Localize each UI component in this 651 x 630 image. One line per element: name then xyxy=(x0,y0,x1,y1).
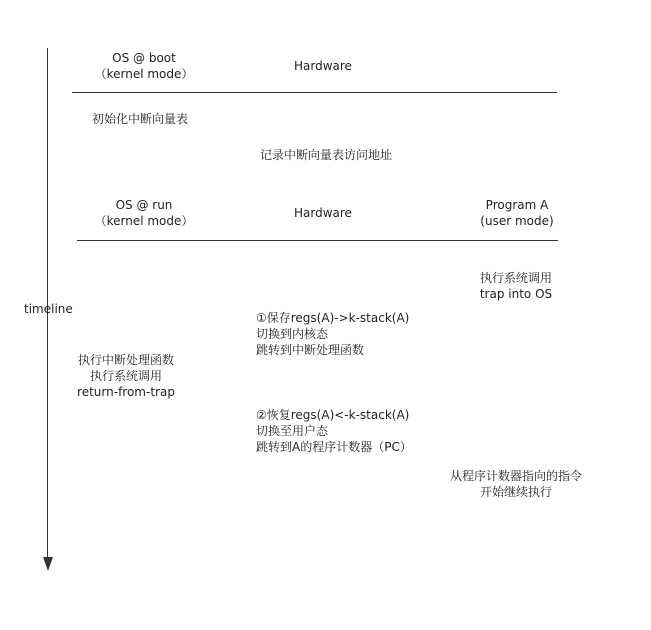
run-hw-header: Hardware xyxy=(294,206,352,220)
boot-os-header-line-2: （kernel mode） xyxy=(94,67,194,81)
program-resume-line-1: 从程序计数器指向的指令 xyxy=(449,469,582,483)
run-os-header xyxy=(84,197,204,229)
run-program-header-line-2: (user mode) xyxy=(480,214,554,228)
hw-trap-line-3: 跳转到中断处理函数 xyxy=(256,343,365,357)
program-syscall-line-1: 执行系统调用 xyxy=(479,271,552,285)
hw-trap-action xyxy=(256,310,409,358)
hw-trap-line-1: ①保存regs(A)->k-stack(A) xyxy=(256,311,410,325)
boot-os-header-line-1: OS @ boot xyxy=(112,51,176,65)
hw-return-line-2: 切换至用户态 xyxy=(256,424,329,438)
run-header-divider xyxy=(77,240,558,241)
hw-return-line-3: 跳转到A的程序计数器（PC） xyxy=(256,440,412,454)
hw-trap-line-2: 切换到内核态 xyxy=(256,327,329,341)
os-handler-line-3: return-from-trap xyxy=(77,385,175,399)
boot-hw-header: Hardware xyxy=(294,59,352,73)
timeline-label: timeline xyxy=(24,302,73,316)
os-handler-line-2: 执行系统调用 xyxy=(89,369,162,383)
hw-return-action xyxy=(256,407,412,455)
program-syscall-line-2: trap into OS xyxy=(479,287,553,301)
timeline-arrowhead xyxy=(43,557,53,571)
boot-hw-action: 记录中断向量表访问地址 xyxy=(260,148,393,162)
hw-return-line-1: ②恢复regs(A)<-k-stack(A) xyxy=(256,408,410,422)
os-handler-action xyxy=(66,352,186,400)
run-os-header-line-1: OS @ run xyxy=(115,198,173,212)
program-resume-line-2: 开始继续执行 xyxy=(479,485,552,499)
program-resume-action xyxy=(436,468,596,500)
os-handler-line-1: 执行中断处理函数 xyxy=(77,353,174,367)
boot-os-action: 初始化中断向量表 xyxy=(92,112,189,126)
boot-os-header xyxy=(84,50,204,82)
program-syscall-action xyxy=(466,270,566,302)
run-os-header-line-2: （kernel mode） xyxy=(94,214,194,228)
run-program-header xyxy=(467,197,567,229)
run-program-header-line-1: Program A xyxy=(485,198,549,212)
boot-header-divider xyxy=(72,92,557,93)
